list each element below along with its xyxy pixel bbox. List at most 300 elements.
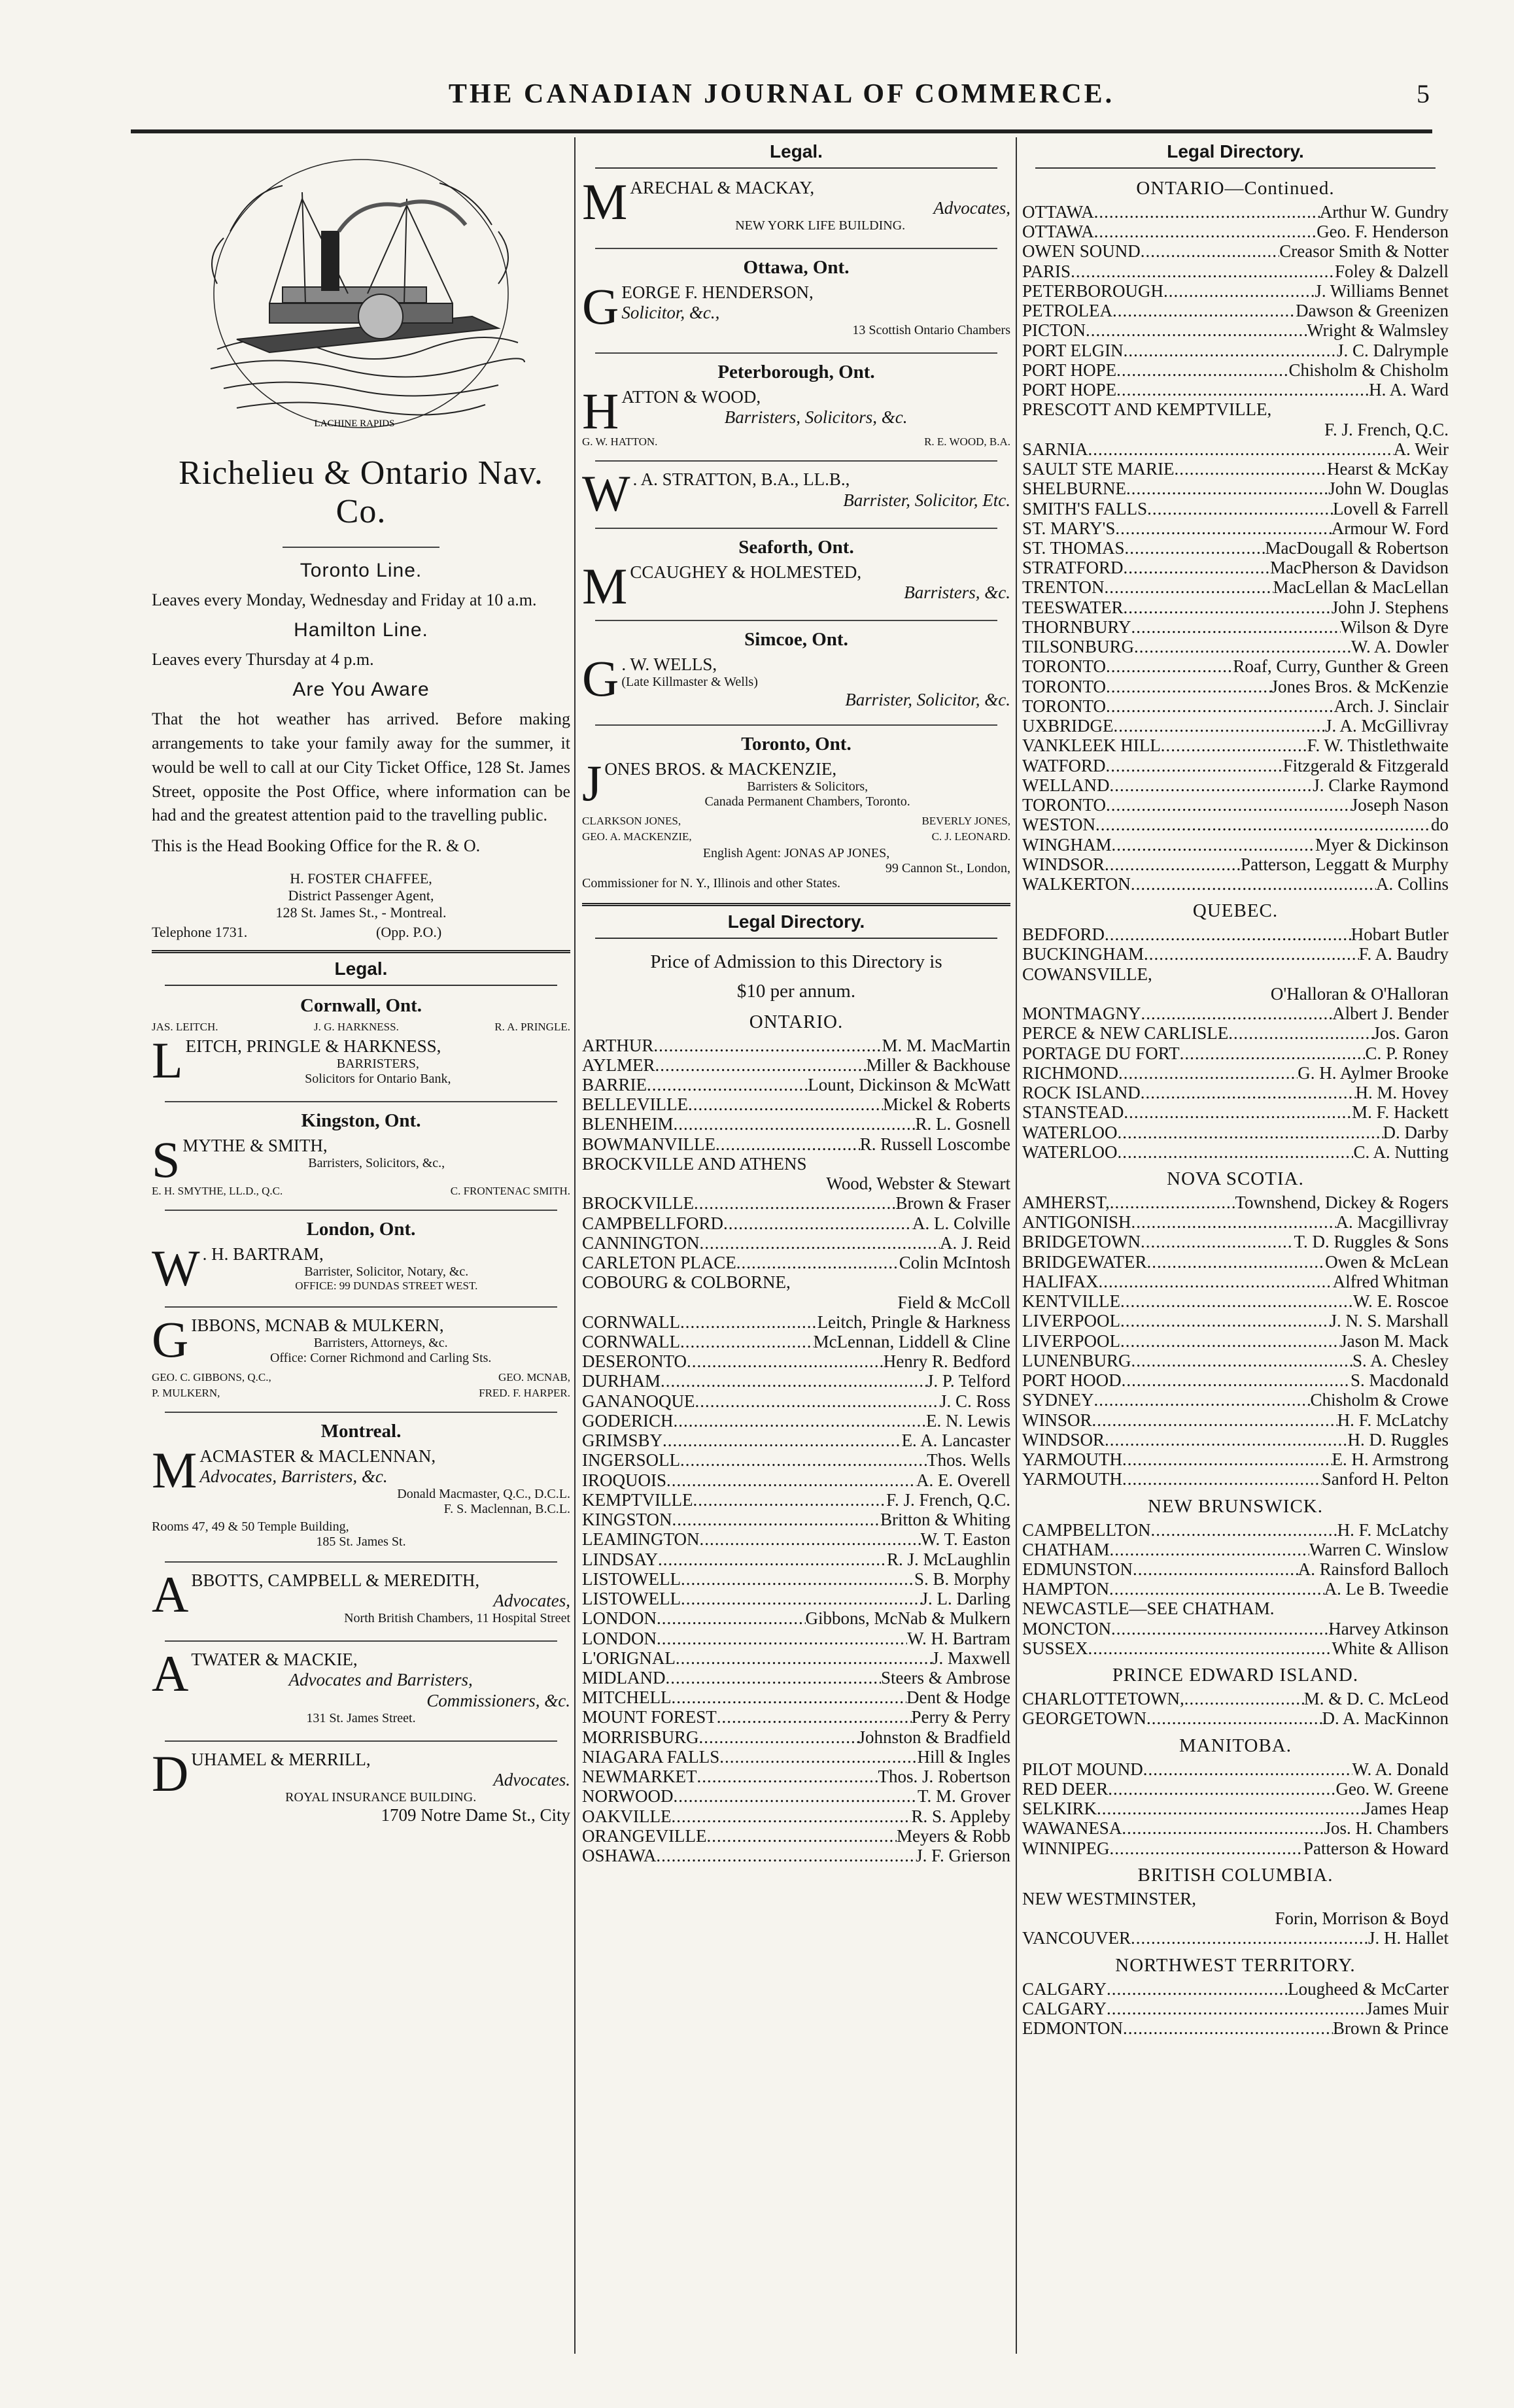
counsel-name: Armour W. Ford [1331,518,1449,538]
town-name: HAMPTON [1022,1579,1110,1599]
gibbons-entry [152,1311,570,1400]
town-name: LUNENBURG [1022,1350,1131,1370]
counsel-name: Foley & Dalzell [1335,261,1449,281]
province-manitoba: MANITOBA. [1179,1735,1292,1756]
town-name: CORNWALL [582,1312,680,1332]
directory-entry [1022,1252,1449,1272]
town-name: LINDSAY [582,1549,659,1569]
town-name: KENTVILLE [1022,1291,1120,1312]
drop-initial: L [152,1032,183,1089]
counsel-name: Geo. W. Greene [1335,1778,1449,1799]
dot-leader [1163,281,1315,301]
abbotts-entry [152,1566,570,1629]
firm-line: Solicitors for Ontario Bank, [305,1072,451,1087]
dot-leader [1123,2018,1333,2038]
town-name: ORANGEVILLE [582,1825,707,1846]
drop-initial: A [152,1566,189,1623]
counsel-name: Alfred Whitman [1332,1271,1449,1291]
directory-entry [1022,736,1449,755]
dot-leader [1088,1638,1332,1658]
dot-leader [1131,1212,1335,1232]
directory-entry [1022,696,1449,716]
directory-entry [582,1114,1010,1134]
directory-entry [582,1332,1010,1351]
firm-name: EORGE F. HENDERSON, [621,282,814,303]
directory-entry [1022,1779,1449,1799]
counsel-name: J. A. McGillivray [1325,716,1449,736]
town-name: ST. THOMAS [1022,537,1125,558]
directory-entry [582,1569,1010,1589]
directory-list [1022,1193,1449,1489]
directory-entry [1022,1999,1449,2018]
town-name: NEW WESTMINSTER, [1022,1888,1196,1908]
town-name: CANNINGTON [582,1232,700,1253]
directory-entry [1022,944,1449,964]
firm-line: 185 St. James St. [316,1535,406,1550]
hatton-partners [582,435,1010,449]
town-name: SHELBURNE [1022,479,1127,499]
dot-leader [1120,1331,1340,1351]
directory-entry [582,1727,1010,1747]
dot-leader [1228,1023,1373,1043]
town-name: LONDON [582,1608,657,1629]
counsel-name: James Heap [1364,1799,1449,1819]
directory-entry [1022,1390,1449,1410]
toronto-entry [582,734,1010,891]
counsel-name: J. Maxwell [932,1648,1010,1668]
city-montreal: Montreal. [320,1421,402,1442]
directory-entry [582,1391,1010,1411]
town-name: PORT HOOD [1022,1370,1122,1391]
aware-title: Are You Aware [292,678,430,700]
town-name: BOWMANVILLE [582,1134,715,1154]
directory-entry [1022,1083,1449,1102]
dot-leader [1107,1979,1288,1999]
firm-line: North British Chambers, 11 Hospital Street [344,1611,570,1626]
counsel-name: James Muir [1366,1998,1449,2018]
double-rule [152,950,570,953]
town-name: UXBRIDGE [1022,716,1114,736]
directory-entry [1022,1410,1449,1430]
town-name: COWANSVILLE, [1022,964,1152,984]
masthead [131,78,1432,131]
drop-initial: S [152,1131,181,1189]
toronto-line-title: Toronto Line. [300,560,422,581]
directory-entry [1022,1023,1449,1043]
directory-entry [1022,1043,1449,1063]
counsel-name: Jos. H. Chambers [1324,1818,1449,1839]
dot-leader [674,1786,918,1806]
dot-leader [1115,518,1331,538]
divider [165,1640,557,1642]
partner: GEO. C. GIBBONS, Q.C., [152,1371,271,1384]
dot-leader [1161,736,1307,755]
dot-leader [662,1431,902,1450]
directory-entry [1022,1351,1449,1370]
province-british-columbia: BRITISH COLUMBIA. [1137,1864,1333,1886]
town-name: WELLAND [1022,775,1110,795]
counsel-name: A. E. Overell [916,1470,1010,1490]
masthead-rule [131,129,1432,133]
simcoe-entry [582,629,1010,713]
firm-name: ONES BROS. & MACKENZIE, [604,759,837,779]
town-name: WINGHAM [1022,834,1112,855]
dot-leader [1180,1043,1366,1063]
town-name: AMHERST, [1022,1193,1110,1213]
dot-leader [1097,1799,1364,1818]
counsel-name: Leitch, Pringle & Harkness [817,1312,1010,1332]
firm-line: NEW YORK LIFE BUILDING. [735,218,906,233]
dot-leader [657,1629,907,1648]
directory-entry [582,1510,1010,1529]
town-name: NORWOOD [582,1786,674,1806]
dot-leader [655,1055,867,1075]
town-name: CHATHAM [1022,1539,1110,1559]
hamilton-line-title: Hamilton Line. [294,619,428,641]
town-name: WALKERTON [1022,873,1131,894]
directory-entry [1022,341,1449,360]
dot-leader [1175,459,1328,479]
town-name: ST. MARY'S [1022,518,1116,538]
dot-leader [673,1114,915,1134]
legal-heading: Legal. [770,141,823,161]
dot-leader [700,1233,940,1253]
town-name: OAKVILLE [582,1806,672,1826]
counsel-name: Harvey Atkinson [1328,1618,1449,1638]
divider [165,1306,557,1308]
directory-entry [1022,964,1449,984]
firm-line: Advocates, Barristers, &c. [199,1467,388,1487]
drop-initial: W [152,1239,200,1297]
town-name: GRIMSBY [582,1431,663,1451]
dot-leader [1151,1520,1337,1540]
directory-entry [1022,262,1449,281]
counsel-name: Albert J. Bender [1332,1004,1449,1024]
dot-leader [671,1806,911,1826]
dot-leader [1124,341,1337,360]
counsel-name: Brown & Fraser [895,1193,1010,1213]
counsel-name: W. A. Dowler [1351,637,1449,657]
firm-line: Commissioners, &c. [426,1690,570,1710]
town-name: CARLETON PLACE [582,1253,736,1273]
dot-leader [1147,499,1333,518]
dot-leader [694,1193,896,1213]
partner: R. A. PRINGLE. [494,1021,570,1034]
firm-leitch [152,1032,570,1089]
directory-entry [582,1668,1010,1687]
directory-price-amount: $10 per annum. [736,981,856,1002]
directory-entry [582,1371,1010,1391]
divider [165,1412,557,1413]
firm-line: BARRISTERS, [336,1057,419,1072]
dot-leader [1106,677,1271,696]
counsel-name: H. M. Hovey [1355,1083,1449,1103]
firm-line: Barrister, Solicitor, Notary, &c. [304,1264,469,1279]
town-name: SMITH'S FALLS [1022,498,1148,518]
dot-leader [674,1411,927,1431]
dot-leader [1133,1559,1298,1579]
town-name: CHARLOTTETOWN, [1022,1689,1184,1709]
directory-entry [1022,1638,1449,1658]
town-name: EDMUNSTON [1022,1559,1133,1579]
counsel-name: S. Macdonald [1351,1370,1449,1391]
directory-entry [1022,1102,1449,1122]
directory-entry [1022,241,1449,261]
firm-line: Barristers, Solicitors, &c. [724,407,908,428]
town-name: NEWCASTLE—SEE CHATHAM. [1022,1599,1275,1619]
dot-leader [680,1332,814,1351]
town-name: SELKIRK [1022,1799,1097,1819]
drop-initial: G [582,278,619,335]
town-name: TORONTO [1022,676,1107,696]
town-name: SARNIA [1022,439,1088,459]
peterborough-entry [582,362,1010,449]
firm-henderson [582,278,1010,338]
divider [283,547,439,548]
drop-initial: M [582,173,628,230]
firm-name: ACMASTER & MACLENNAN, [199,1446,436,1467]
town-name: LISTOWELL [582,1569,681,1589]
firm-name: EITCH, PRINGLE & HARKNESS, [185,1036,441,1057]
town-name: KINGSTON [582,1510,672,1530]
dot-leader [1109,775,1313,795]
town-name: DESERONTO [582,1351,687,1372]
province-ontario: ONTARIO. [749,1011,844,1032]
town-name: MOUNT FOREST [582,1707,717,1727]
counsel-name: R. L. Gosnell [915,1114,1010,1134]
dot-leader [699,1529,920,1549]
firm-line: Barrister, Solicitor, Etc. [843,490,1010,510]
directory-list [582,1036,1010,1866]
counsel-name: E. A. Lancaster [901,1431,1010,1451]
counsel-name: T. D. Ruggles & Sons [1294,1232,1449,1252]
agent-role: District Passenger Agent, [288,887,434,904]
dot-leader [715,1134,860,1154]
counsel-name: S. A. Chesley [1352,1350,1449,1370]
directory-entry [1022,1212,1449,1232]
aware-text: That the hot weather has arrived. Before making arrangements to take your family away for the summer, it would be well to call at our City Ticket Office, 128 St. James Street, opposite the Post Office, where information can be had and the greatest attention paid to the travelling public. [152,709,570,825]
column-3 [1022,137,1449,2360]
partner: C. J. LEONARD. [931,830,1010,843]
counsel-name: J. Williams Bennet [1315,280,1449,301]
directory-entry [1022,775,1449,795]
province-ontario-continued: ONTARIO—Continued. [1136,178,1335,199]
directory-entry [1022,301,1449,320]
counsel-name: Geo. F. Henderson [1316,222,1449,242]
directory-entry [1022,1579,1449,1599]
counsel-name: Wilson & Dyre [1340,617,1449,637]
dot-leader [1120,1311,1330,1331]
counsel-name: McLennan, Liddell & Cline [813,1332,1010,1352]
counsel-name: W. A. Donald [1352,1759,1449,1779]
counsel-name: G. H. Aylmer Brooke [1298,1062,1449,1083]
town-name: WINNIPEG [1022,1838,1110,1858]
firm-line: 13 Scottish Ontario Chambers [852,323,1010,338]
town-name: SYDNEY [1022,1390,1094,1410]
directory-entry [582,1312,1010,1332]
town-name: PETERBOROUGH [1022,280,1164,301]
counsel-name: Colin McIntosh [899,1253,1010,1273]
column-1 [152,137,570,2360]
london-entry [152,1219,570,1295]
town-name: WATERLOO [1022,1122,1118,1142]
partner: G. W. HATTON. [582,435,658,449]
town-name: PERCE & NEW CARLISLE [1022,1023,1229,1043]
directory-entry [582,1094,1010,1114]
dot-leader [736,1253,899,1272]
dot-leader [1131,874,1376,894]
counsel-name: H. F. McLatchy [1337,1410,1449,1430]
cornwall-entry [152,995,570,1089]
directory-entry [1022,1142,1449,1162]
partner: GEO. MCNAB, [498,1371,570,1384]
directory-entry [1022,835,1449,855]
counsel-name: Perry & Perry [911,1707,1010,1727]
counsel-name: Brown & Prince [1333,2018,1449,2038]
dot-leader [1117,1123,1383,1142]
directory-list [1022,1889,1449,1948]
directory-entry [582,1767,1010,1786]
counsel-name: J. C. Ross [939,1391,1010,1411]
counsel-name: S. B. Morphy [914,1569,1010,1589]
drop-initial: G [152,1311,189,1368]
counsel-name: MacDougall & Robertson [1265,537,1449,558]
dot-leader [1116,360,1288,380]
counsel-name: Sanford H. Pelton [1321,1469,1449,1489]
drop-initial: A [152,1645,189,1703]
town-name: IROQUOIS [582,1470,667,1490]
counsel-name: do [1431,815,1449,835]
city-simcoe: Simcoe, Ont. [744,629,848,651]
counsel-name: MacPherson & Davidson [1270,558,1449,578]
city-seaforth: Seaforth, Ont. [738,536,854,558]
opposite-post-office: (Opp. P.O.) [376,924,442,941]
divider [595,460,997,462]
dot-leader [1088,439,1394,459]
dot-leader [723,1213,912,1233]
town-name: VANKLEEK HILL [1022,736,1161,756]
counsel-name: J. Clarke Raymond [1313,775,1449,795]
counsel-name: Wright & Walmsley [1307,320,1449,341]
counsel-name: Hill & Ingles [917,1746,1010,1767]
directory-list [1022,1689,1449,1728]
town-name: ARTHUR [582,1035,654,1055]
firm-name: BBOTTS, CAMPBELL & MEREDITH, [191,1570,480,1591]
directory-entry [1022,924,1449,944]
counsel-name: R. S. Appleby [911,1806,1010,1826]
drop-initial: D [152,1744,189,1802]
counsel-name: A. Weir [1393,439,1449,459]
counsel-name: Thos. Wells [927,1450,1010,1470]
dot-leader [1126,479,1328,498]
dot-leader [653,1036,882,1055]
dot-leader [1105,855,1241,874]
directory-entry [582,1846,1010,1865]
directory-entry [1022,1193,1449,1212]
dot-leader [695,1391,939,1411]
directory-entry [1022,538,1449,558]
directory-entry [1022,874,1449,894]
dot-leader [1111,1619,1328,1638]
firm-name: IBBONS, MCNAB & MULKERN, [191,1315,444,1336]
directory-entry [1022,281,1449,301]
directory-list [1022,202,1449,894]
company-name: Richelieu & Ontario Nav. Co. [179,454,543,530]
town-name: TORONTO [1022,656,1107,677]
directory-entry [582,1036,1010,1055]
dot-leader [681,1589,921,1608]
toronto-line-text: Leaves every Monday, Wednesday and Friday at 10 a.m. [152,590,537,609]
dot-leader [1124,1102,1352,1122]
divider [595,724,997,726]
dot-leader [1108,1779,1335,1799]
dot-leader [1109,1839,1303,1858]
directory-list [1022,1759,1449,1858]
dot-leader [1111,835,1315,855]
town-name: MIDLAND [582,1668,666,1687]
dot-leader [666,1470,916,1490]
directory-entry [1022,2018,1449,2038]
divider [165,1210,557,1211]
directory-entry [1022,1311,1449,1331]
counsel-name: R. Russell Loscombe [859,1134,1010,1154]
counsel-name: Arthur W. Gundry [1319,202,1449,222]
counsel-name: Arch. J. Sinclair [1333,696,1449,716]
directory-entry [1022,756,1449,775]
dot-leader [1117,1142,1353,1162]
firm-line: Advocates, [493,1591,570,1611]
counsel-name: J. H. Hallet [1368,1928,1449,1948]
dot-leader [657,1608,806,1628]
town-name: BUCKINGHAM [1022,944,1144,964]
town-name: WATERLOO [1022,1142,1118,1162]
counsel-name: H. F. McLatchy [1337,1519,1449,1540]
town-name: MORRISBURG [582,1727,699,1747]
dot-leader [1122,1450,1332,1469]
macmaster-entry [152,1442,570,1550]
directory-entry [1022,1689,1449,1708]
heading-underline [595,938,997,939]
town-name: TILSONBURG [1022,637,1135,657]
divider [595,248,997,249]
counsel-name: A. Rainsford Balloch [1298,1559,1449,1579]
dot-leader [1106,696,1334,716]
directory-entry [1022,795,1449,815]
firm-name: UHAMEL & MERRILL, [191,1749,371,1769]
directory-entry [1022,1291,1449,1311]
partner: JAS. LEITCH. [152,1021,218,1034]
divider [165,1101,557,1102]
firm-gibbons [152,1311,570,1368]
directory-entry [1022,617,1449,637]
legal-heading: Legal. [334,958,388,979]
telephone: Telephone 1731. [152,924,248,941]
dot-leader [1122,1370,1351,1390]
firm-line: English Agent: JONAS AP JONES, [702,846,890,861]
counsel-name: Lount, Dickinson & McWatt [808,1074,1010,1094]
directory-entry [582,1272,1010,1292]
firm-line: Barristers & Solicitors, [747,779,869,794]
directory-entry [1022,1370,1449,1390]
directory-list [1022,1979,1449,2039]
city-peterborough: Peterborough, Ont. [717,362,875,383]
directory-entry [582,1450,1010,1470]
city-kingston: Kingston, Ont. [301,1110,421,1132]
town-name: WINDSOR [1022,1429,1105,1450]
dot-leader [1094,202,1320,222]
legal-directory-heading: Legal Directory. [1167,141,1304,161]
directory-entry [582,1589,1010,1608]
